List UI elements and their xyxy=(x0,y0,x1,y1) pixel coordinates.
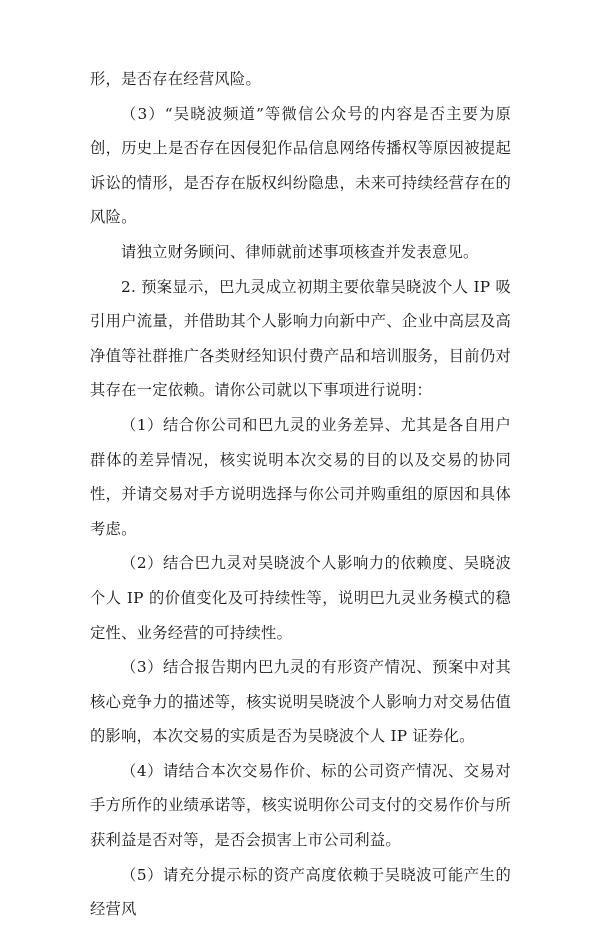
paragraph-item-3-valuation: （3）结合报告期内巴九灵的有形资产情况、预案中对其核心竞争力的描述等，核实说明吴晓波个人影响力对交易估值的影响，本次交易的实质是否为吴晓波个人 IP 证券化。 xyxy=(90,658,511,746)
paragraph-continuation: 形，是否存在经营风险。 xyxy=(90,70,262,88)
paragraph-item-3-wechat-content: （3）“吴晓波频道”等微信公众号的内容是否主要为原创，历史上是否存在因侵犯作品信息网络传播权等原因被提起诉讼的情形，是否存在版权纠纷隐患，未来可持续经营存在的风险。 xyxy=(90,104,511,227)
paragraph-question-2: 2. 预案显示，巴九灵成立初期主要依靠吴晓波个人 IP 吸引用户流量，并借助其个人影响力向新中产、企业中高层及高净值等社群推广各类财经知识付费产品和培训服务，目前仍对其存在一定依赖。请你公司就以下事项进行说明： xyxy=(90,277,511,400)
document-body xyxy=(90,62,511,927)
paragraph-verification-request: 请独立财务顾问、律师就前述事项核查并发表意见。 xyxy=(121,242,479,261)
paragraph-item-1-synergy: （1）结合你公司和巴九灵的业务差异、尤其是各自用户群体的差异情况，核实说明本次交易的目的以及交易的协同性，并请交易对手方说明选择与你公司并购重组的原因和具体考虑。 xyxy=(90,415,511,538)
paragraph-item-2-dependence: （2）结合巴九灵对吴晓波个人影响力的依赖度、吴晓波个人 IP 的价值变化及可持续性等，说明巴九灵业务模式的稳定性、业务经营的可持续性。 xyxy=(90,554,511,642)
paragraph-item-5-risk: （5）请充分提示标的资产高度依赖于吴晓波可能产生的经营风 xyxy=(90,865,511,919)
paragraph-item-4-consideration: （4）请结合本次交易作价、标的公司资产情况、交易对手方所作的业绩承诺等，核实说明你公司支付的交易作价与所获利益是否对等，是否会损害上市公司利益。 xyxy=(90,761,511,850)
